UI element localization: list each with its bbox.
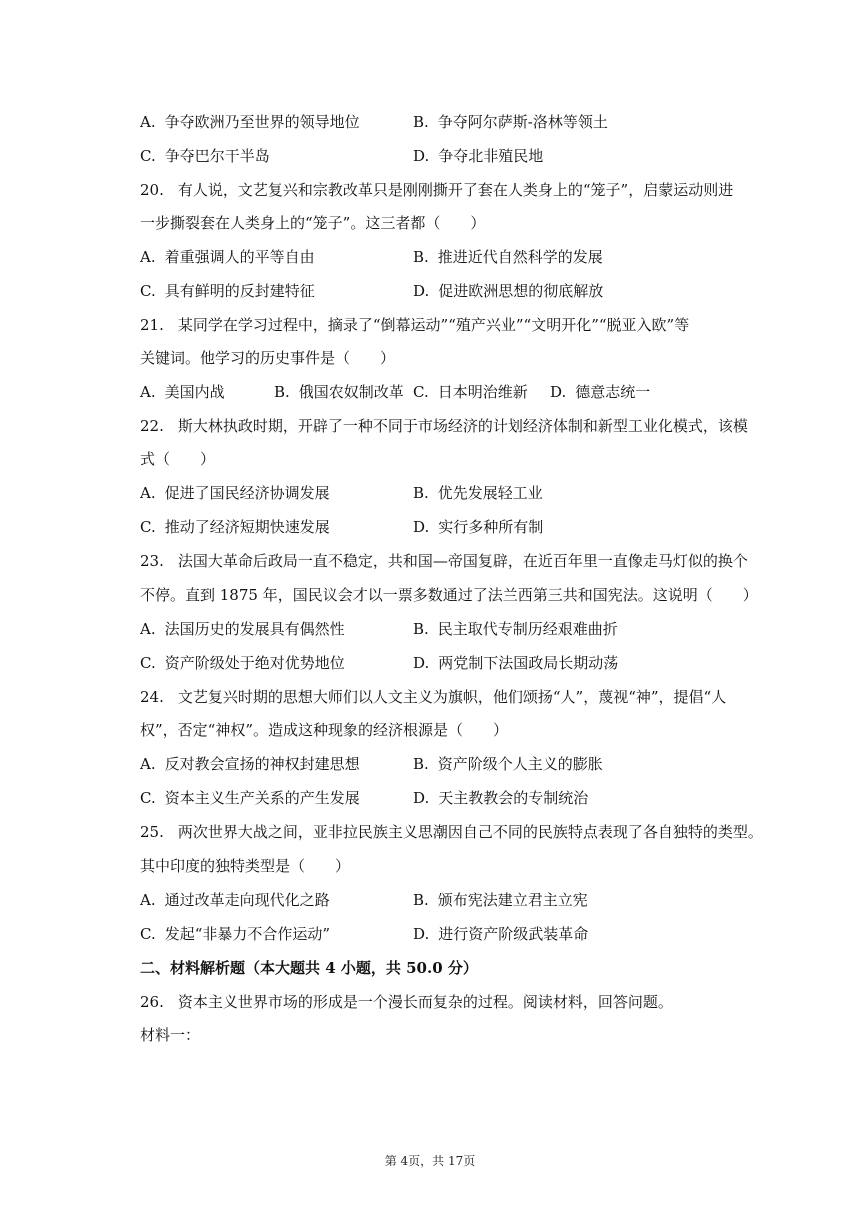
q20-option-a: A. 着重强调人的平等自由	[140, 248, 315, 266]
question-number: 24.	[140, 688, 164, 706]
q20-stem-line-1: 20. 有人说，文艺复兴和宗教改革只是刚刚撕开了套在人类身上的“笼子”，启蒙运动则进	[140, 181, 734, 199]
q22-stem-line-1: 22. 斯大林执政时期，开辟了一种不同于市场经济的计划经济体制和新型工业化模式，该模	[140, 417, 748, 435]
q24-option-a: A. 反对教会宣扬的神权封建思想	[140, 755, 360, 773]
q24-option-b: B. 资产阶级个人主义的膨胀	[413, 755, 603, 773]
q25-option-d: D. 进行资产阶级武装革命	[413, 925, 589, 943]
q22-stem-line-2: 式（ ）	[140, 450, 216, 468]
q23-option-a: A. 法国历史的发展具有偶然性	[140, 620, 345, 638]
q25-option-a: A. 通过改革走向现代化之路	[140, 891, 330, 909]
question-number: 21.	[140, 316, 164, 334]
page-footer: 第 4页，共 17页	[384, 1154, 476, 1168]
q20-option-d: D. 促进欧洲思想的彻底解放	[413, 282, 604, 300]
q21-option-c: C. 日本明治维新	[413, 383, 528, 401]
q19-option-a: A. 争夺欧洲乃至世界的领导地位	[140, 113, 360, 131]
q21-stem-line-1: 21. 某同学在学习过程中，摘录了“倒幕运动”“殖产兴业”“文明开化”“脱亚入欧”等	[140, 316, 690, 334]
q24-option-c: C. 资本主义生产关系的产生发展	[140, 789, 360, 807]
q20-option-b: B. 推进近代自然科学的发展	[413, 248, 603, 266]
q26-material-label: 材料一：	[140, 1026, 201, 1044]
q22-option-b: B. 优先发展轻工业	[413, 484, 543, 502]
q25-option-b: B. 颁布宪法建立君主立宪	[413, 891, 588, 909]
q20-option-c: C. 具有鲜明的反封建特征	[140, 282, 315, 300]
question-number: 22.	[140, 417, 164, 435]
q22-option-a: A. 促进了国民经济协调发展	[140, 484, 330, 502]
q24-option-d: D. 天主教教会的专制统治	[413, 789, 589, 807]
section-heading: 二、材料解析题（本大题共 4 小题，共 50.0 分）	[140, 959, 478, 977]
q25-stem-line-1: 25. 两次世界大战之间，亚非拉民族主义思潮因自己不同的民族特点表现了各自独特的类型。	[140, 823, 763, 841]
q19-option-c: C. 争夺巴尔干半岛	[140, 147, 270, 165]
q23-stem-line-2: 不停。直到 1875 年，国民议会才以一票多数通过了法兰西第三共和国宪法。这说明（ ）	[140, 586, 758, 604]
q23-option-b: B. 民主取代专制历经艰难曲折	[413, 620, 618, 638]
question-number: 23.	[140, 552, 164, 570]
q24-stem-line-1: 24. 文艺复兴时期的思想大师们以人文主义为旗帜，他们颂扬“人”，蔑视“神”，提倡“人	[140, 688, 727, 706]
q19-option-d: D. 争夺北非殖民地	[413, 147, 544, 165]
q21-option-b: B. 俄国农奴制改革	[274, 383, 404, 401]
q20-stem-line-2: 一步撕裂套在人类身上的“笼子”。这三者都（ ）	[140, 214, 486, 232]
q25-stem-line-2: 其中印度的独特类型是（ ）	[140, 857, 351, 875]
q22-option-c: C. 推动了经济短期快速发展	[140, 518, 330, 536]
q19-option-b: B. 争夺阿尔萨斯-洛林等领土	[413, 113, 608, 131]
q23-option-c: C. 资产阶级处于绝对优势地位	[140, 654, 345, 672]
q22-option-d: D. 实行多种所有制	[413, 518, 544, 536]
q23-stem-line-1: 23. 法国大革命后政局一直不稳定，共和国—帝国复辟，在近百年里一直像走马灯似的换个	[140, 552, 748, 570]
q25-option-c: C. 发起“非暴力不合作运动”	[140, 925, 331, 943]
q24-stem-line-2: 权”，否定“神权”。造成这种现象的经济根源是（ ）	[140, 721, 509, 739]
question-number: 20.	[140, 181, 164, 199]
q21-option-a: A. 美国内战	[140, 383, 225, 401]
question-number: 25.	[140, 823, 164, 841]
q26-stem-line-1: 26. 资本主义世界市场的形成是一个漫长而复杂的过程。阅读材料，回答问题。	[140, 993, 673, 1011]
question-number: 26.	[140, 993, 164, 1011]
q21-option-d: D. 德意志统一	[550, 383, 651, 401]
q23-option-d: D. 两党制下法国政局长期动荡	[413, 654, 619, 672]
q21-stem-line-2: 关键词。他学习的历史事件是（ ）	[140, 349, 396, 367]
